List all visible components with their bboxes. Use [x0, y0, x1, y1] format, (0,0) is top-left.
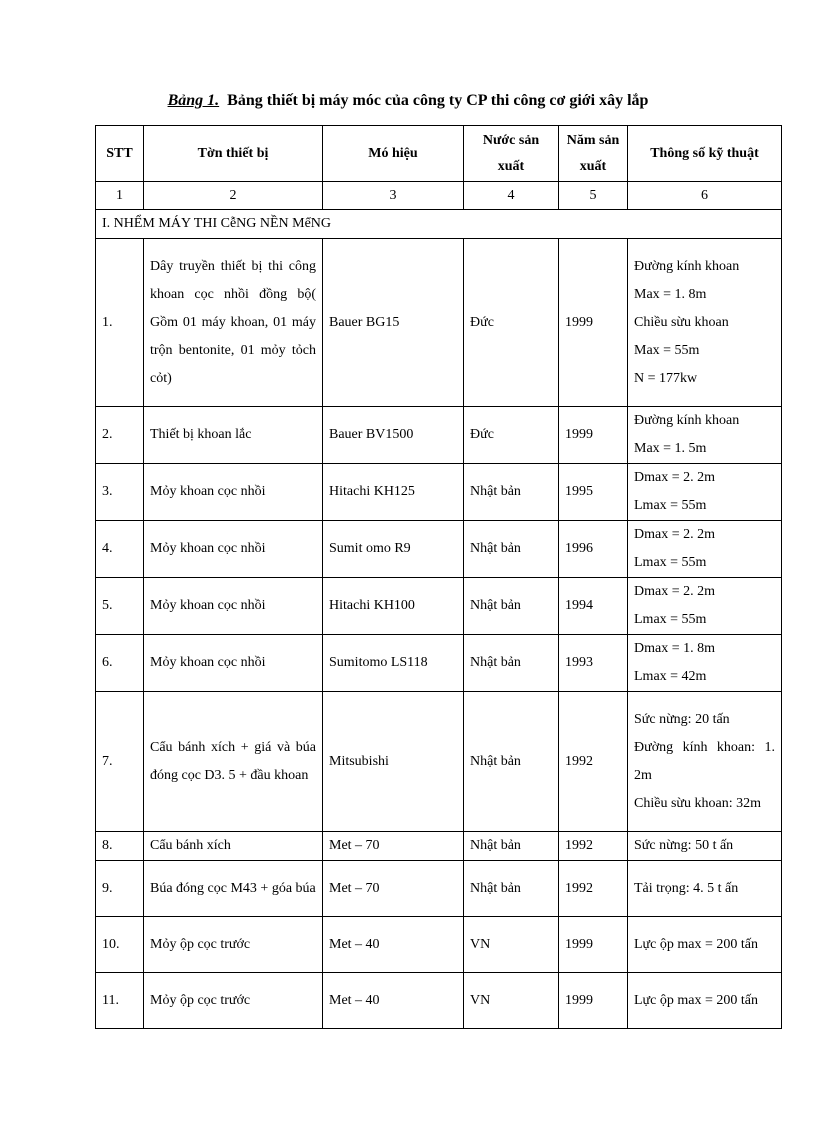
- spec-line: Đường kính khoan: [634, 413, 740, 428]
- spec-line: Dmax = 1. 8m: [634, 641, 715, 656]
- row-country: Nhật bản: [464, 464, 559, 521]
- section-row: [96, 210, 782, 239]
- column-number: 6: [628, 182, 782, 210]
- row-year: 1996: [559, 521, 628, 578]
- row-year: 1999: [559, 239, 628, 407]
- row-spec: [628, 635, 782, 692]
- table-caption-text: Bảng thiết bị máy móc của công ty CP thi công cơ giới xây lắp: [227, 92, 649, 109]
- row-name: Mỏy khoan cọc nhồi: [144, 521, 323, 578]
- row-stt: 2.: [96, 407, 144, 464]
- header-stt: STT: [96, 126, 144, 182]
- row-year: 1992: [559, 832, 628, 861]
- row-year: 1999: [559, 973, 628, 1029]
- row-stt: 9.: [96, 861, 144, 917]
- spec-line: Max = 1. 8m: [634, 286, 707, 302]
- spec-line: Sức nừng: 20 tấn: [634, 711, 730, 727]
- row-name: Búa đóng cọc M43 + góa búa: [144, 861, 323, 917]
- column-number: 1: [96, 182, 144, 210]
- row-country: Nhật bản: [464, 692, 559, 832]
- row-year: 1993: [559, 635, 628, 692]
- row-country: VN: [464, 917, 559, 973]
- row-year: 1999: [559, 917, 628, 973]
- column-number: 5: [559, 182, 628, 210]
- row-model: Mitsubishi: [323, 692, 464, 832]
- row-year: 1995: [559, 464, 628, 521]
- row-spec: [628, 407, 782, 464]
- row-spec: [628, 578, 782, 635]
- table-body: [96, 239, 782, 1029]
- table-row: [96, 239, 782, 407]
- row-name: Mỏy khoan cọc nhồi: [144, 464, 323, 521]
- header-country: Nước sản xuất: [464, 126, 559, 182]
- row-model: Hitachi KH125: [323, 464, 464, 521]
- row-model: Met – 70: [323, 861, 464, 917]
- row-country: Đức: [464, 239, 559, 407]
- spec-line: Tải trọng: 4. 5 t ấn: [634, 880, 739, 896]
- table-row: [96, 832, 782, 861]
- row-spec: [628, 917, 782, 973]
- row-stt: 7.: [96, 692, 144, 832]
- row-model: Hitachi KH100: [323, 578, 464, 635]
- row-spec: [628, 464, 782, 521]
- spec-line: Lmax = 55m: [634, 498, 707, 513]
- row-spec: [628, 521, 782, 578]
- column-number-row: [96, 182, 782, 210]
- spec-line: Chiều sừu khoan: [634, 314, 729, 330]
- row-name: Mỏy ộp cọc trước: [144, 973, 323, 1029]
- spec-line: N = 177kw: [634, 370, 698, 386]
- table-caption-label: Bảng 1.: [167, 92, 220, 109]
- row-stt: 1.: [96, 239, 144, 407]
- row-model: Met – 70: [323, 832, 464, 861]
- spec-line: Đường kính khoan: [634, 258, 740, 274]
- row-stt: 6.: [96, 635, 144, 692]
- row-name: Mỏy ộp cọc trước: [144, 917, 323, 973]
- row-year: 1992: [559, 692, 628, 832]
- row-name: Thiết bị khoan lắc: [144, 407, 323, 464]
- row-country: VN: [464, 973, 559, 1029]
- spec-line: Lmax = 55m: [634, 612, 707, 627]
- row-model: Met – 40: [323, 917, 464, 973]
- row-name: Cẩu bánh xích + giá và búa đóng cọc D3. 5 + đầu khoan: [144, 692, 323, 832]
- row-year: 1994: [559, 578, 628, 635]
- row-year: 1999: [559, 407, 628, 464]
- row-stt: 5.: [96, 578, 144, 635]
- table-row: [96, 635, 782, 692]
- table-row: [96, 407, 782, 464]
- spec-line: Max = 55m: [634, 342, 700, 358]
- table-row: [96, 973, 782, 1029]
- row-stt: 8.: [96, 832, 144, 861]
- spec-line: Dmax = 2. 2m: [634, 527, 715, 542]
- column-number: 2: [144, 182, 323, 210]
- row-model: Met – 40: [323, 973, 464, 1029]
- column-number: 4: [464, 182, 559, 210]
- row-name: Dây truyền thiết bị thi công khoan cọc nhồi đồng bộ( Gồm 01 máy khoan, 01 máy trộn bentonite, 01 mỏy tỏch cỏt): [144, 239, 323, 407]
- table-row: [96, 464, 782, 521]
- equipment-table: [95, 125, 782, 1029]
- table-row: [96, 578, 782, 635]
- header-name: Tờn thiết bị: [144, 126, 323, 182]
- row-name: Mỏy khoan cọc nhồi: [144, 578, 323, 635]
- spec-line: Dmax = 2. 2m: [634, 470, 715, 485]
- row-model: Sumitomo LS118: [323, 635, 464, 692]
- row-name: Mỏy khoan cọc nhồi: [144, 635, 323, 692]
- header-model: Mó hiệu: [323, 126, 464, 182]
- row-country: Nhật bản: [464, 832, 559, 861]
- spec-line: Lmax = 42m: [634, 669, 707, 684]
- row-stt: 10.: [96, 917, 144, 973]
- row-stt: 11.: [96, 973, 144, 1029]
- row-country: Nhật bản: [464, 521, 559, 578]
- spec-line: Lmax = 55m: [634, 555, 707, 570]
- row-spec: [628, 973, 782, 1029]
- section-heading: I. NHỂM MÁY THI CễNG NỀN MểNG: [96, 210, 782, 239]
- row-model: Sumit omo R9: [323, 521, 464, 578]
- table-row: [96, 861, 782, 917]
- spec-line: Dmax = 2. 2m: [634, 584, 715, 599]
- row-model: Bauer BG15: [323, 239, 464, 407]
- column-number: 3: [323, 182, 464, 210]
- table-row: [96, 692, 782, 832]
- table-row: [96, 521, 782, 578]
- spec-line: Max = 1. 5m: [634, 441, 707, 456]
- row-year: 1992: [559, 861, 628, 917]
- header-row: [96, 126, 782, 182]
- header-spec: Thông số kỹ thuật: [628, 126, 782, 182]
- row-stt: 3.: [96, 464, 144, 521]
- table-row: [96, 917, 782, 973]
- row-spec: [628, 861, 782, 917]
- row-country: Nhật bản: [464, 635, 559, 692]
- spec-line: Sức nừng: 50 t ấn: [634, 838, 734, 853]
- spec-line: Chiều sừu khoan: 32m: [634, 795, 761, 811]
- row-country: Nhật bản: [464, 861, 559, 917]
- row-model: Bauer BV1500: [323, 407, 464, 464]
- row-country: Nhật bản: [464, 578, 559, 635]
- spec-line: Đường kính khoan: 1. 2m: [634, 739, 775, 783]
- row-country: Đức: [464, 407, 559, 464]
- row-spec: [628, 832, 782, 861]
- row-name: Cẩu bánh xích: [144, 832, 323, 861]
- row-stt: 4.: [96, 521, 144, 578]
- row-spec: [628, 692, 782, 832]
- header-year: Năm sản xuất: [559, 126, 628, 182]
- spec-line: Lực ộp max = 200 tấn: [634, 992, 758, 1008]
- row-spec: [628, 239, 782, 407]
- page-title: [0, 92, 816, 110]
- spec-line: Lực ộp max = 200 tấn: [634, 936, 758, 952]
